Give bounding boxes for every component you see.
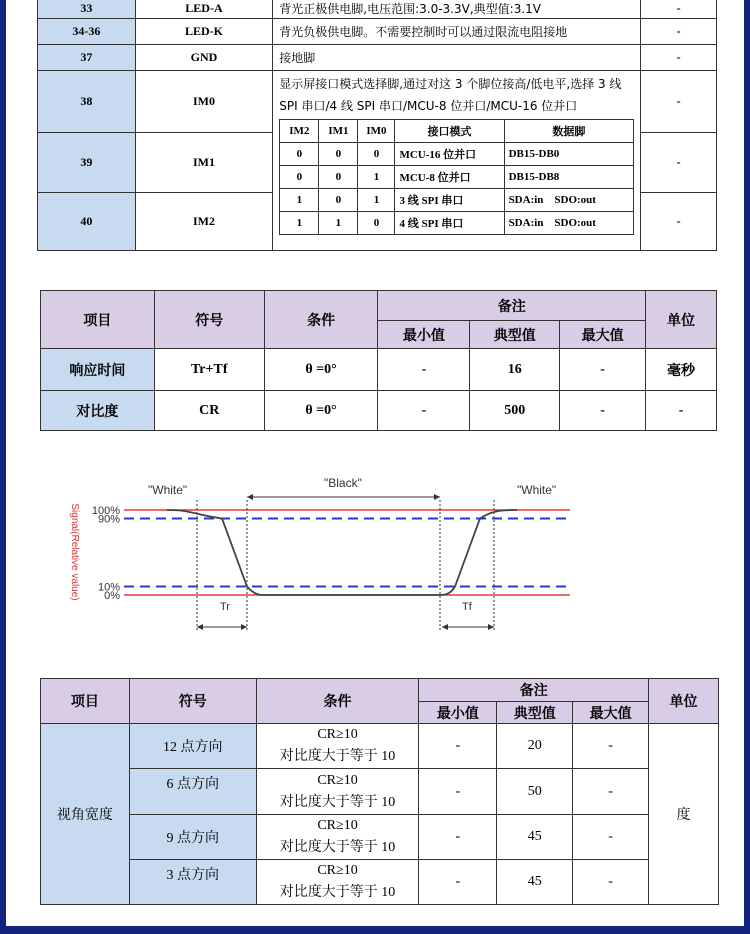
- mode-cell: 1: [280, 212, 319, 235]
- viewing-angle-table: [40, 678, 719, 905]
- condition-line: 对比度大于等于 10: [279, 749, 396, 764]
- pin-number: 37: [38, 45, 136, 71]
- cell-unit: -: [646, 391, 717, 431]
- cell-condition: θ =0°: [264, 391, 378, 431]
- mode-cell: 0: [280, 166, 319, 189]
- table-row: [38, 45, 717, 71]
- cell-typ: 45: [497, 860, 573, 905]
- header-row: [41, 291, 717, 321]
- mode-table: [279, 119, 634, 235]
- mode-cell: 3 线 SPI 串口: [395, 189, 504, 212]
- col-item: 项目: [41, 291, 155, 349]
- cell-condition: [256, 815, 419, 860]
- mode-row: [280, 166, 634, 189]
- mode-col-interface: 接口模式: [395, 120, 504, 143]
- table-row: [41, 724, 719, 769]
- mode-cell: DB15-DB0: [504, 143, 634, 166]
- im-desc: 显示屏接口模式选择脚,通过对这 3 个脚位接高/低电平,选择 3 线 SPI 串口/4 线 SPI 串口/MCU-8 位并口/MCU-16 位并口: [279, 77, 622, 113]
- mode-col-datapin: 数据脚: [504, 120, 634, 143]
- col-unit: 单位: [649, 679, 719, 724]
- table-row: [41, 815, 719, 860]
- mode-cell: 0: [319, 166, 358, 189]
- pin-note: -: [641, 0, 717, 19]
- pin-name: IM1: [135, 133, 273, 193]
- condition-line: 对比度大于等于 10: [279, 840, 396, 855]
- col-symbol: 符号: [154, 291, 264, 349]
- pin-name: GND: [135, 45, 273, 71]
- tf-arrow-head-right: [488, 624, 494, 630]
- cell-item: 对比度: [41, 391, 155, 431]
- cell-symbol: Tr+Tf: [154, 349, 264, 391]
- mode-cell: 4 线 SPI 串口: [395, 212, 504, 235]
- mode-row: [280, 143, 634, 166]
- condition-line: CR≥10: [317, 727, 358, 742]
- table-row: [41, 769, 719, 815]
- cell-item: 视角宽度: [41, 724, 130, 905]
- col-remark: 备注: [419, 679, 649, 702]
- pin-note: -: [641, 71, 717, 133]
- mode-col-im0: IM0: [358, 120, 395, 143]
- cell-symbol: 6 点方向: [129, 769, 256, 815]
- tr-arrow-head-left: [197, 624, 203, 630]
- cell-condition: [256, 860, 419, 905]
- pin-number: 33: [38, 0, 136, 19]
- cell-typ: 500: [470, 391, 560, 431]
- pin-name: IM0: [135, 71, 273, 133]
- cell-unit: 毫秒: [646, 349, 717, 391]
- pin-number: 39: [38, 133, 136, 193]
- pin-number: 34-36: [38, 19, 136, 45]
- cell-typ: 20: [497, 724, 573, 769]
- col-item: 项目: [41, 679, 130, 724]
- cell-condition: [256, 769, 419, 815]
- mode-col-im2: IM2: [280, 120, 319, 143]
- tr-arrow-head-right: [241, 624, 247, 630]
- mode-cell: 1: [358, 189, 395, 212]
- mode-cell: MCU-8 位并口: [395, 166, 504, 189]
- condition-line: 对比度大于等于 10: [279, 794, 396, 810]
- label-white-right: "White": [517, 483, 557, 497]
- cell-typ: 45: [497, 815, 573, 860]
- cell-max: -: [573, 860, 649, 905]
- pin-number: 40: [38, 193, 136, 251]
- cell-min: -: [419, 815, 497, 860]
- mode-cell: 0: [319, 143, 358, 166]
- mode-cell: 1: [358, 166, 395, 189]
- pin-name: LED-K: [135, 19, 273, 45]
- cell-min: -: [419, 769, 497, 815]
- label-tf: Tf: [462, 601, 472, 613]
- table-row: [41, 349, 717, 391]
- col-condition: 条件: [256, 679, 419, 724]
- col-typ: 典型值: [470, 321, 560, 349]
- mode-col-im1: IM1: [319, 120, 358, 143]
- label-tr: Tr: [220, 601, 230, 613]
- col-unit: 单位: [646, 291, 717, 349]
- mode-cell: MCU-16 位并口: [395, 143, 504, 166]
- im-desc-cell: [273, 71, 641, 251]
- mode-cell: SDA:in SDO:out: [504, 212, 634, 235]
- y-tick-label: 0%: [104, 590, 120, 602]
- cell-item: 响应时间: [41, 349, 155, 391]
- condition-line: 对比度大于等于 10: [279, 885, 396, 900]
- mode-header: [280, 120, 634, 143]
- table-row: [38, 19, 717, 45]
- cell-condition: θ =0°: [264, 349, 378, 391]
- signal-series-line: [167, 510, 517, 595]
- mode-cell: 0: [280, 143, 319, 166]
- cell-max: -: [573, 724, 649, 769]
- cell-symbol: CR: [154, 391, 264, 431]
- mode-row: [280, 189, 634, 212]
- cell-typ: 16: [470, 349, 560, 391]
- table-row: [41, 391, 717, 431]
- cell-min: -: [419, 860, 497, 905]
- y-tick-label: 100%: [91, 505, 120, 517]
- cell-max: -: [560, 391, 646, 431]
- pin-note: -: [641, 19, 717, 45]
- col-typ: 典型值: [497, 702, 573, 724]
- table-row: [38, 0, 717, 19]
- y-axis-label: Signal(Relative value): [69, 503, 80, 601]
- cell-min: -: [378, 391, 470, 431]
- cell-min: -: [378, 349, 470, 391]
- pin-number: 38: [38, 71, 136, 133]
- pin-note: -: [641, 45, 717, 71]
- pin-note: -: [641, 133, 717, 193]
- col-max: 最大值: [573, 702, 649, 724]
- label-white-left: "White": [148, 483, 188, 497]
- mode-cell: 0: [319, 189, 358, 212]
- pin-note: -: [641, 193, 717, 251]
- pin-name: IM2: [135, 193, 273, 251]
- cell-symbol: 12 点方向: [129, 724, 256, 769]
- cell-symbol: 9 点方向: [129, 815, 256, 860]
- col-remark: 备注: [378, 291, 646, 321]
- response-table: [40, 290, 717, 431]
- y-tick-label: 10%: [97, 581, 120, 594]
- mode-cell: DB15-DB8: [504, 166, 634, 189]
- mode-cell: SDA:in SDO:out: [504, 189, 634, 212]
- condition-line: CR≥10: [317, 863, 358, 878]
- black-arrow-head-left: [247, 494, 253, 500]
- col-min: 最小值: [378, 321, 470, 349]
- cell-min: -: [419, 724, 497, 769]
- cell-max: -: [560, 349, 646, 391]
- mode-cell: 1: [280, 189, 319, 212]
- mode-cell: 0: [358, 212, 395, 235]
- table-row: [38, 71, 717, 133]
- pin-name: LED-A: [135, 0, 273, 19]
- black-arrow-head-right: [434, 494, 440, 500]
- mode-cell: 0: [358, 143, 395, 166]
- condition-line: CR≥10: [317, 772, 358, 788]
- response-time-chart: [62, 470, 582, 640]
- col-max: 最大值: [560, 321, 646, 349]
- label-black: "Black": [324, 476, 362, 490]
- cell-max: -: [573, 815, 649, 860]
- pin-desc: 背光负极供电脚。不需要控制时可以通过限流电阻接地: [273, 19, 641, 45]
- y-tick-label: 90%: [97, 513, 120, 526]
- pin-table: [37, 0, 717, 251]
- pin-desc: 接地脚: [273, 45, 641, 71]
- condition-line: CR≥10: [317, 818, 358, 833]
- cell-unit: 度: [649, 724, 719, 905]
- col-symbol: 符号: [129, 679, 256, 724]
- table-row: [41, 860, 719, 905]
- cell-symbol: 3 点方向: [129, 860, 256, 905]
- header-row: [41, 679, 719, 702]
- col-condition: 条件: [264, 291, 378, 349]
- cell-condition: [256, 724, 419, 769]
- mode-cell: 1: [319, 212, 358, 235]
- pin-desc: 背光正极供电脚,电压范围:3.0-3.3V,典型值:3.1V: [273, 0, 641, 19]
- col-min: 最小值: [419, 702, 497, 724]
- tf-arrow-head-left: [442, 624, 448, 630]
- cell-max: -: [573, 769, 649, 815]
- cell-typ: 50: [497, 769, 573, 815]
- mode-row: [280, 212, 634, 235]
